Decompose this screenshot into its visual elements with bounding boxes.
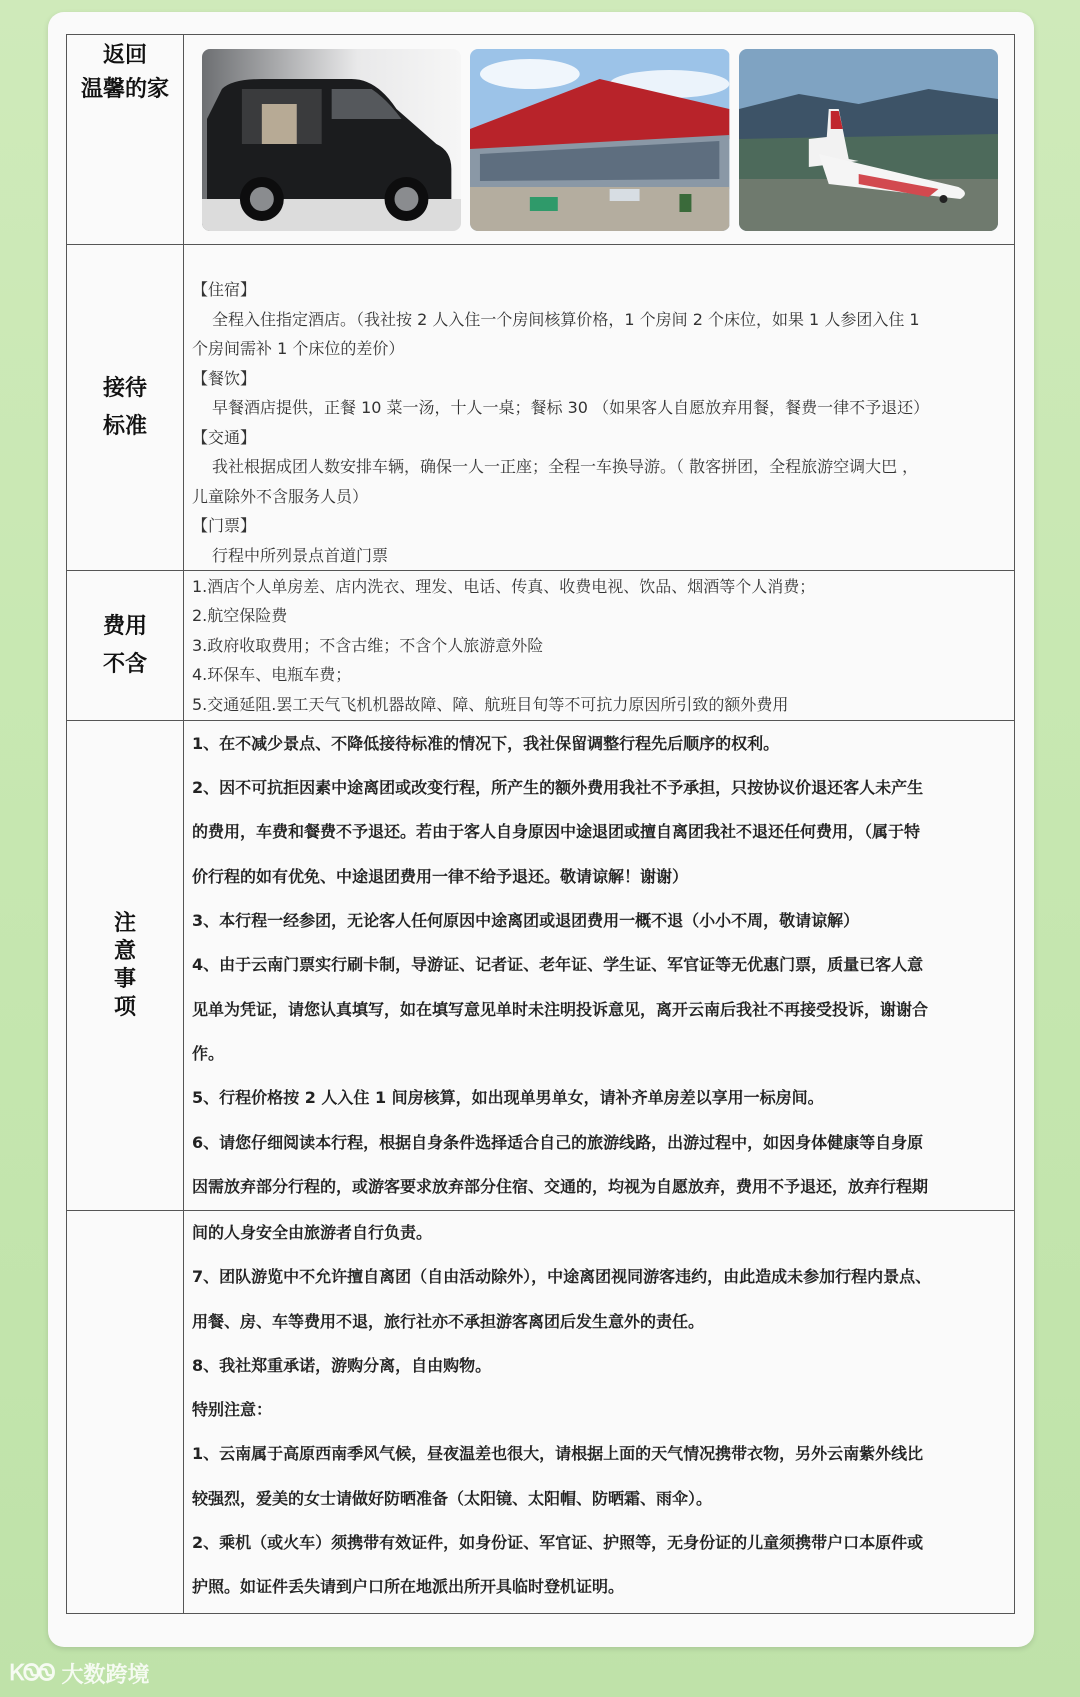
itinerary-table	[66, 34, 1015, 1614]
watermark	[10, 1658, 149, 1689]
standard-line: 儿童除外不含服务人员）	[192, 486, 369, 506]
note-line: 2、因不可抗拒因素中途离团或改变行程，所产生的额外费用我社不予承担，只按协议价退还客人未产生	[192, 778, 924, 798]
label-empty	[67, 1211, 184, 1614]
row-fees-excluded	[67, 571, 1015, 721]
notes-text	[184, 721, 1015, 1211]
standard-text	[184, 245, 1015, 571]
standard-line: 个房间需补 1 个床位的差价）	[192, 339, 405, 358]
standard-line: 早餐酒店提供，正餐 10 菜一汤，十人一桌；餐标 30 （如果客人自愿放弃用餐，餐费一律不予退还）	[212, 398, 930, 417]
note-line: 较强烈，爱美的女士请做好防晒准备（太阳镜、太阳帽、防晒霜、雨伞）。	[192, 1488, 713, 1508]
standard-line: 行程中所列景点首道门票	[212, 545, 389, 565]
watermark-logo-icon: ᏦᏫᏫ	[10, 1661, 54, 1686]
row-return-home	[67, 35, 1015, 245]
fee-line: 3.政府收取费用；不含古维；不含个人旅游意外险	[192, 635, 544, 655]
label-reception-standard: 接待 标准	[67, 245, 184, 571]
itinerary-card	[48, 12, 1034, 1647]
airport-terminal-photo	[470, 49, 729, 231]
note-line: 1、云南属于高原西南季风气候，昼夜温差也很大，请根据上面的天气情况携带衣物，另外云南紫外线比	[192, 1444, 924, 1464]
row-reception-standard	[67, 245, 1015, 571]
standard-line: 全程入住指定酒店。（我社按 2 人入住一个房间核算价格，1 个房间 2 个床位，如果 1 人参团入住 1	[212, 309, 920, 329]
watermark-text: 大数跨境	[61, 1663, 150, 1688]
note-line: 特别注意：	[192, 1400, 273, 1420]
standard-line: 【门票】	[192, 516, 257, 535]
note-line: 8、我社郑重承诺，游购分离，自由购物。	[192, 1355, 492, 1375]
label-fees-excluded: 费用 不含	[67, 571, 184, 721]
note-line: 作。	[192, 1043, 225, 1063]
note-line: 价行程的如有优免、中途退团费用一律不给予退还。敬请谅解！谢谢）	[192, 866, 689, 886]
note-line: 4、由于云南门票实行刷卡制，导游证、记者证、老年证、学生证、军官证等无优惠门票，质量已客人意	[192, 955, 924, 975]
label-return-home: 返回 温馨的家	[67, 35, 184, 245]
airplane-photo	[739, 49, 998, 231]
minivan-photo	[202, 49, 461, 231]
standard-line: 【交通】	[192, 427, 257, 447]
note-line: 的费用，车费和餐费不予退还。若由于客人自身原因中途退团或擅自离团我社不退还任何费用，（属于特	[192, 822, 921, 842]
note-line: 间的人身安全由旅游者自行负责。	[192, 1223, 433, 1242]
standard-line: 【住宿】	[192, 280, 257, 299]
fee-line: 4.环保车、电瓶车费；	[192, 665, 352, 685]
note-line: 因需放弃部分行程的，或游客要求放弃部分住宿、交通的，均视为自愿放弃，费用不予退还，放弃行程期	[192, 1176, 929, 1196]
fees-text	[184, 571, 1015, 721]
fee-line: 5.交通延阻.罢工天气飞机机器故障、障、航班目旬等不可抗力原因所引致的额外费用	[192, 694, 789, 714]
note-line: 用餐、房、车等费用不退，旅行社亦不承担游客离团后发生意外的责任。	[192, 1311, 705, 1331]
note-line: 3、本行程一经参团，无论客人任何原因中途离团或退团费用一概不退（小小不周，敬请谅解）	[192, 911, 860, 931]
row-notes-continued	[67, 1211, 1015, 1614]
note-line: 护照。如证件丢失请到户口所在地派出所开具临时登机证明。	[192, 1577, 625, 1597]
standard-line: 【餐饮】	[192, 368, 257, 388]
note-line: 5、行程价格按 2 人入住 1 间房核算，如出现单男单女，请补齐单房差以享用一标房间。	[192, 1088, 824, 1108]
fee-line: 2.航空保险费	[192, 606, 288, 626]
photo-strip	[184, 49, 1014, 231]
note-line: 6、请您仔细阅读本行程，根据自身条件选择适合自己的旅游线路，出游过程中，如因身体健康等自身原	[192, 1132, 924, 1152]
row-notes	[67, 721, 1015, 1211]
fee-line: 1.酒店个人单房差、店内洗衣、理发、电话、传真、收费电视、饮品、烟酒等个人消费；	[192, 576, 816, 596]
note-line: 1、在不减少景点、不降低接待标准的情况下，我社保留调整行程先后顺序的权利。	[192, 733, 780, 753]
notes-continued-text	[184, 1211, 1015, 1614]
standard-line: 我社根据成团人数安排车辆，确保一人一正座；全程一车换导游。（ 散客拼团，全程旅游空调大巴 ，	[212, 457, 919, 476]
note-line: 2、乘机（或火车）须携带有效证件，如身份证、军官证、护照等，无身份证的儿童须携带户口本原件或	[192, 1533, 924, 1553]
note-line: 7、团队游览中不允许擅自离团（自由活动除外），中途离团视同游客违约，由此造成未参加行程内景点、	[192, 1267, 932, 1287]
label-notes: 注 意 事 项	[67, 721, 184, 1211]
note-line: 见单为凭证，请您认真填写，如在填写意见单时未注明投诉意见，离开云南后我社不再接受投诉，谢谢合	[192, 999, 929, 1019]
